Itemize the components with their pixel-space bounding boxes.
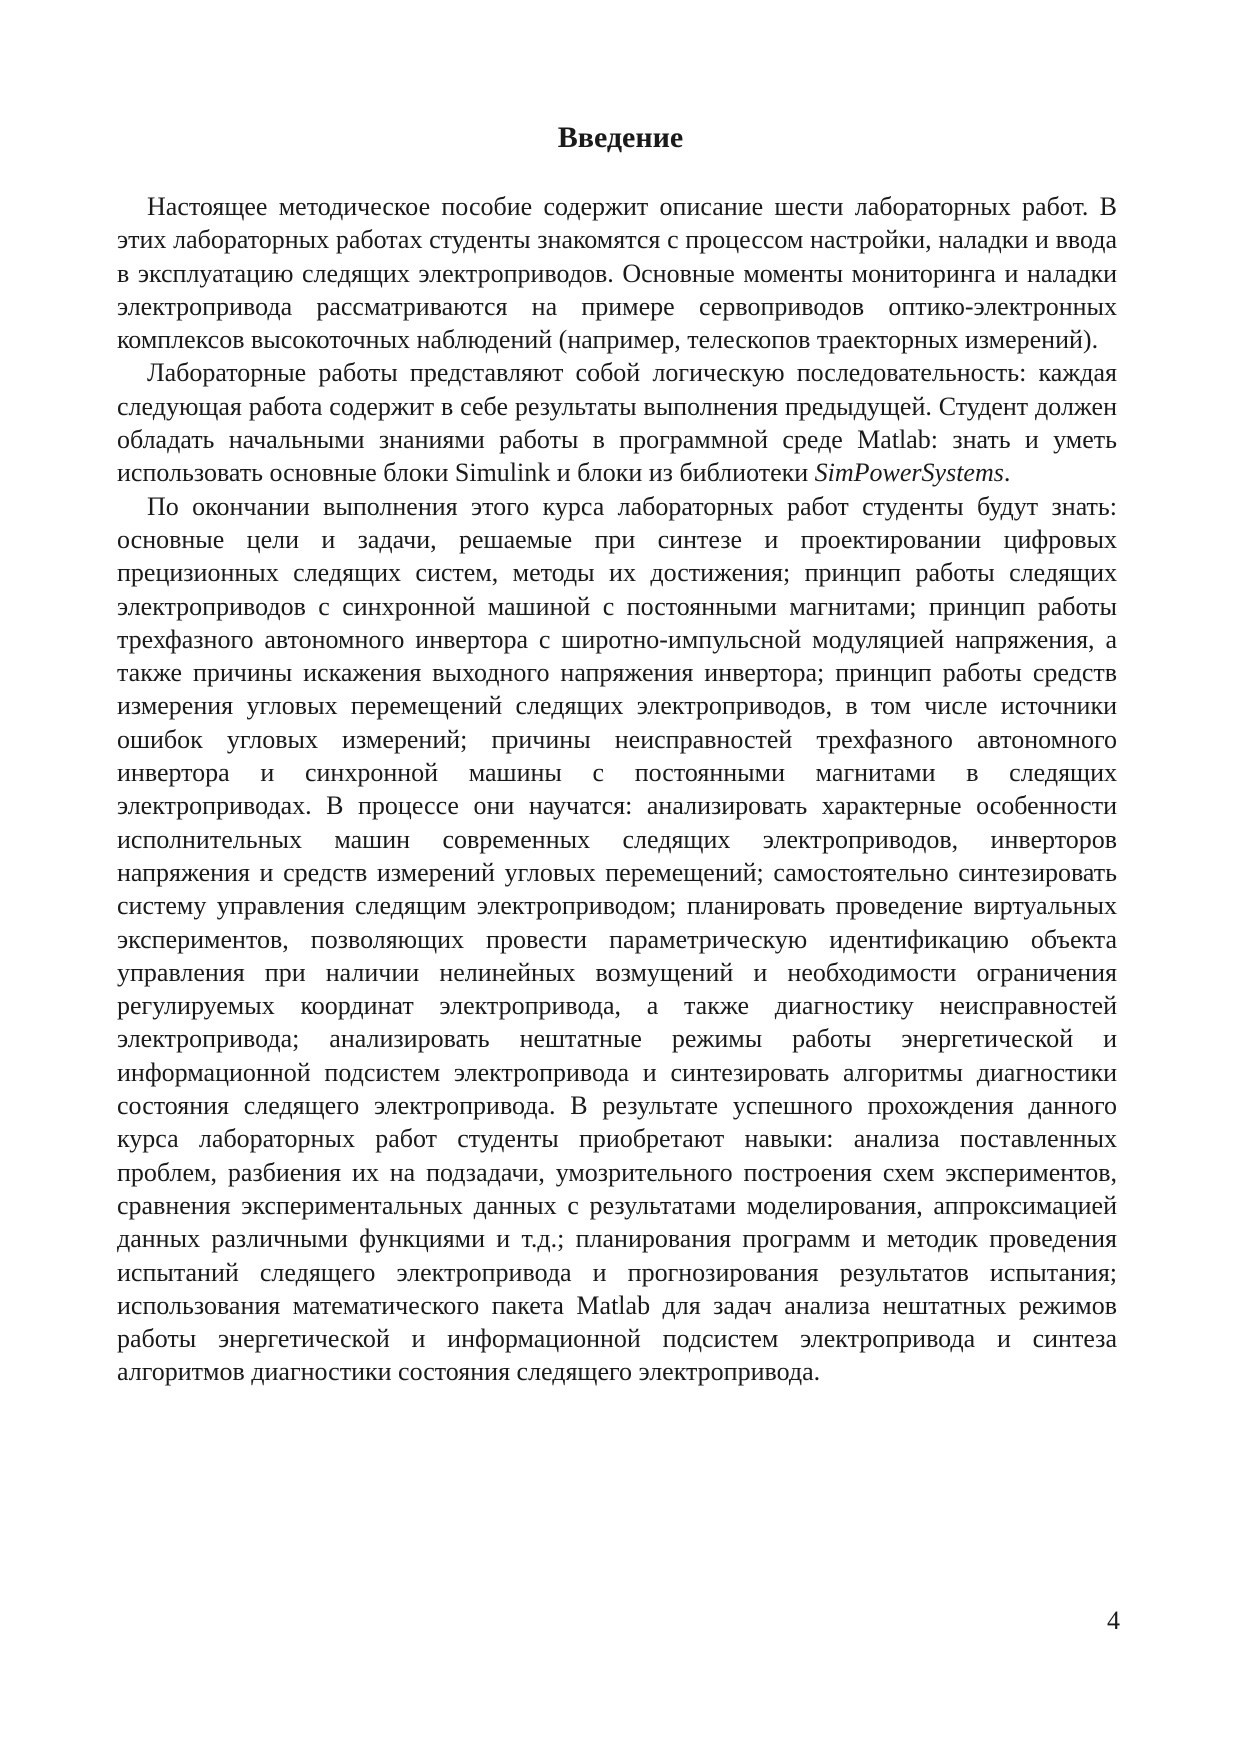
paragraph-1: Настоящее методическое пособие содержит описание шести лабораторных работ. В этих лабораторных работах студенты знакомятся с процессом настройки, наладки и ввода в эксплуатацию следящих электроприводов. Основные моменты мониторинга и наладки электропривода рассматриваются на примере сервоприводов оптико-электронных комплексов высокоточных наблюдений (например, телескопов траекторных измерений). [117,192,1117,355]
paragraph-2-italic-term: SimPowerSystems [814,458,1004,488]
paragraph-2 [117,356,1117,489]
page-title: Введение [557,121,684,154]
page-number: 4 [1107,1606,1120,1635]
paragraph-3: По окончании выполнения этого курса лабораторных работ студенты будут знать: основные цели и задачи, решаемые при синтезе и проектировании цифровых прецизионных следящих систем, методы их достижения; принцип работы следящих электроприводов с синхронной машиной с постоянными магнитами; принцип работы трехфазного автономного инвертора с широтно-импульсной модуляцией напряжения, а также причины искажения выходного напряжения инвертора; принцип работы средств измерения угловых перемещений следящих электроприводов, в том числе источники ошибок угловых измерений; причины неисправностей трехфазного автономного инвертора и синхронной машины с постоянными магнитами в следящих электроприводах. В процессе они научатся: анализировать характерные особенности исполнительных машин современных следящих электроприводов, инверторов напряжения и средств измерений угловых перемещений; самостоятельно синтезировать систему управления следящим электроприводом; планировать проведение виртуальных экспериментов, позволяющих провести параметрическую идентификацию объекта управления при наличии нелинейных возмущений и необходимости ограничения регулируемых координат электропривода, а также диагностику неисправностей электропривода; анализировать нештатные режимы работы энергетической и информационной подсистем электропривода и синтезировать алгоритмы диагностики состояния следящего электропривода. В результате успешного прохождения данного курса лабораторных работ студенты приобретают навыки: анализа поставленных проблем, разбиения их на подзадачи, умозрительного построения схем экспериментов, сравнения экспериментальных данных с результатами моделирования, аппроксимацией данных различными функциями и т.д.; планирования программ и методик проведения испытаний следящего электропривода и прогнозирования результатов испытания; использования математического пакета Matlab для задач анализа нештатных режимов работы энергетической и информационной подсистем электропривода и синтеза алгоритмов диагностики состояния следящего электропривода. [117,491,1117,1387]
paragraph-2-end: . [1003,458,1011,488]
body-text [117,190,1117,1389]
paragraph-2-text: Лабораторные работы представляют собой логическую последовательность: каждая следующая работа содержит в себе результаты выполнения предыдущей. Студент должен обладать начальными знаниями работы в программной среде Matlab: знать и уметь использовать основные блоки Simulink и блоки из библиотеки [117,358,1117,488]
